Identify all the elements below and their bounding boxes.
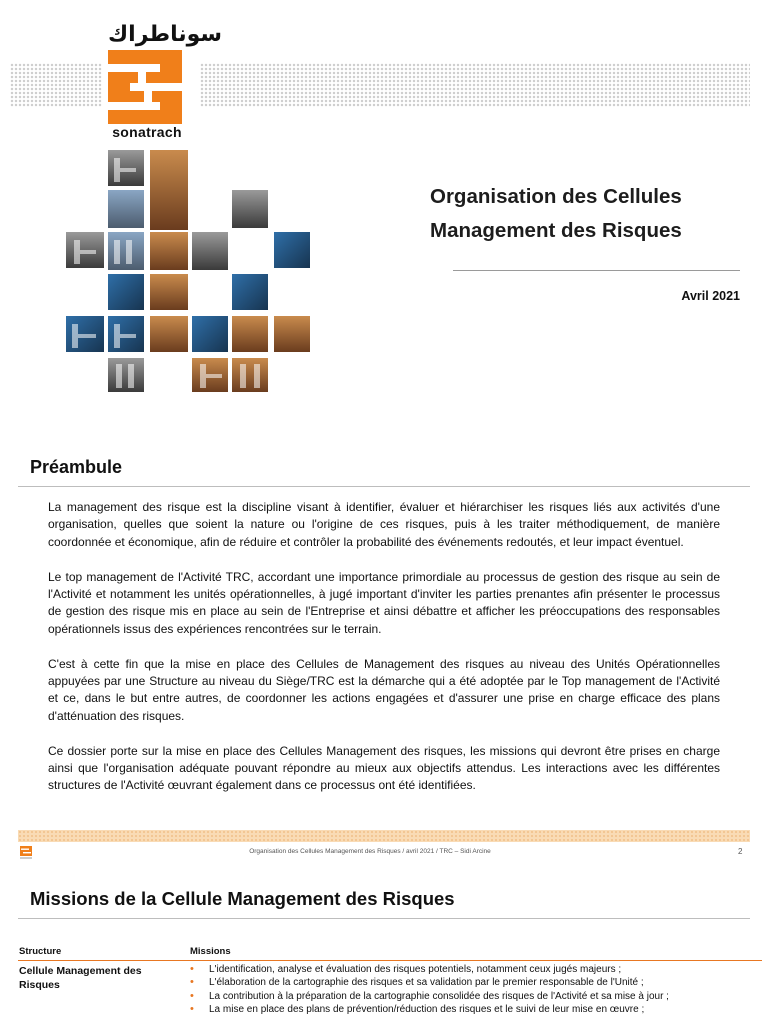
header-dot-band-right <box>200 63 750 107</box>
missions-list <box>190 963 720 1017</box>
preamble-heading: Préambule <box>30 457 123 477</box>
missions-heading: Missions de la Cellule Management des Risques <box>30 888 455 909</box>
sonatrach-logo-icon <box>108 50 182 124</box>
missions-divider <box>18 918 750 919</box>
footer-logo-icon <box>20 846 32 860</box>
preamble-paragraph: C'est à cette fin que la mise en place des Cellules de Management des risques au niveau des Unités Opérationnelles appuyées par une Structure au niveau du Siège/TRC est la démarche qui a été adoptée par le Top management de l'Activité et ce, dans le but entre autres, de coordonner les actions engagées et d'assurer une prise en charge efficace des plans d'atténuation des risques. <box>48 656 720 723</box>
list-item: • L'élaboration de la cartographie des risques et sa validation par le premier responsable de l'Unité ; <box>190 976 720 989</box>
industrial-photo-mosaic <box>64 148 314 394</box>
title-line-1: Organisation des Cellules <box>430 185 682 208</box>
logo-arabic-text: سوناطراك <box>108 22 223 47</box>
column-header-structure: Structure <box>19 946 62 957</box>
list-item: • La contribution à la préparation de la cartographie consolidée des risques de l'Activité et sa mise à jour ; <box>190 990 720 1003</box>
logo-text: sonatrach <box>112 124 182 140</box>
header-dot-band-left <box>10 63 102 107</box>
title-line-2: Management des Risques <box>430 219 682 242</box>
list-item: • L'identification, analyse et évaluation des risques potentiels, notamment ceux jugés majeurs ; <box>190 963 720 976</box>
column-header-missions: Missions <box>190 946 231 957</box>
preamble-divider <box>18 486 750 487</box>
page-number: 2 <box>738 847 743 856</box>
list-item: • La mise en place des plans de prévention/réduction des risques et le suivi de leur mise en œuvre ; <box>190 1003 720 1016</box>
title-divider <box>453 270 740 271</box>
preamble-paragraph: Ce dossier porte sur la mise en place des Cellules Management des risques, les missions qui devront être prises en charge ainsi que l'organisation adéquate pouvant répondre au mieux aux objectifs attendus. Les interactions avec les différentes structures de l'Activité œuvrant également dans ce processus ont été identifiées. <box>48 743 720 793</box>
table-header-rule <box>18 960 762 961</box>
document-title <box>430 180 740 248</box>
preamble-body <box>48 499 720 812</box>
footer-text: Organisation des Cellules Management des Risques / avril 2021 / TRC – Sidi Arcine <box>249 848 491 855</box>
table-cell-structure: Cellule Management des Risques <box>19 965 142 991</box>
footer-band <box>18 830 750 842</box>
preamble-paragraph: Le top management de l'Activité TRC, accordant une importance primordiale au processus de gestion des risque au sein de l'Activité et notamment les unités opérationnelles, à jugé important d'inviter les parties prenantes afin présenter le processus de gestion des risque mis en place au sein de l'Entreprise et ainsi débattre et afficher les préoccupations des responsables opérationnels issus des expériences rencontrées sur le terrain. <box>48 569 720 636</box>
document-date: Avril 2021 <box>681 289 740 303</box>
preamble-paragraph: La management des risque est la discipline visant à identifier, évaluer et hiérarchiser les risques liés aux activités d'une organisation, quelles que soient la nature ou l'origine de ces risques, puis à les traiter méthodiquement, de manière coordonnée et économique, afin de réduire et contrôler la probabilité des événements redoutés, et leur impact éventuel. <box>48 500 720 549</box>
